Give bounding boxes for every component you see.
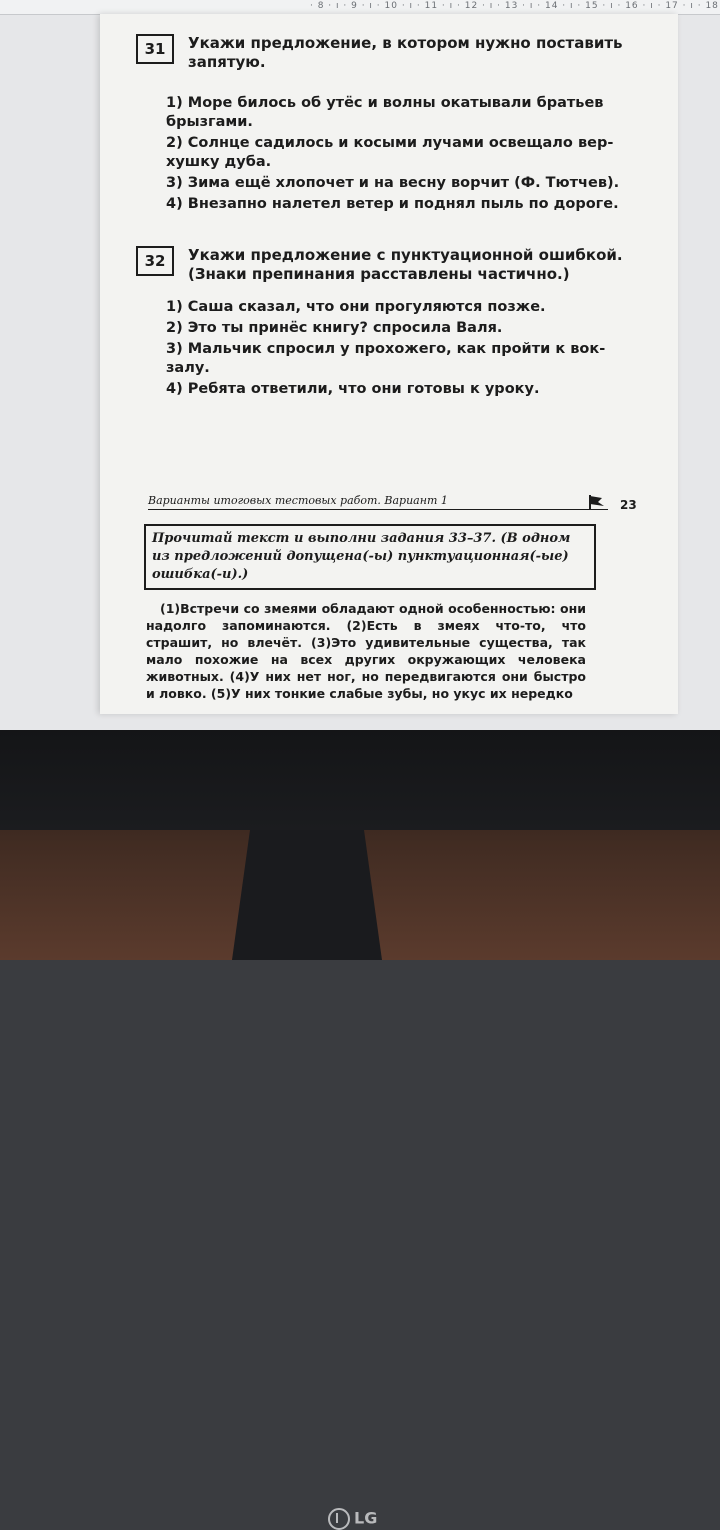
task-number: 31	[136, 34, 174, 64]
option-item: 1) Саша сказал, что они прогуляются позже.	[166, 299, 546, 315]
task-question: Укажи предложение, в котором нужно поставить запятую.	[188, 34, 623, 71]
reading-paragraph: (1)Встречи со змеями обладают одной особенностью: они надолго запоминаются. (2)Есть в змеях что-то, что страшит, но влечёт. (3)Это удивительные существа, так мало похожие на всех других окружающих человека животных. (4)У них нет ног, но передвигаются они быстро и ловко. (5)У них тонкие слабые зубы, но укус их нередко	[146, 601, 586, 701]
page-number: 23	[620, 498, 637, 512]
task-question: Укажи предложение с пунктуационной ошибкой. (Знаки препинания расставлены частично.)	[188, 246, 623, 283]
options-list	[166, 298, 646, 401]
flag-icon	[588, 494, 606, 510]
monitor-bezel	[0, 730, 720, 1528]
instruction-box: Прочитай текст и выполни задания 33–37. (В одном из предложений допущена(-ы) пунктуационная(-ые) ошибка(-и).)	[144, 524, 596, 590]
page-footer-title: Варианты итоговых тестовых работ. Вариант 1	[148, 494, 608, 510]
option-item: 4) Ребята ответили, что они готовы к уроку.	[166, 381, 540, 397]
option-item: 2) Солнце садилось и косыми лучами освещало вер- хушку дуба.	[166, 135, 614, 170]
ruler	[0, 0, 720, 15]
lg-logo-icon	[328, 1508, 350, 1530]
option-item: 4) Внезапно налетел ветер и поднял пыль по дороге.	[166, 196, 619, 212]
brand-text: LG	[354, 1508, 378, 1528]
options-list	[166, 94, 646, 216]
monitor-stand	[232, 830, 382, 960]
task-31	[136, 34, 656, 254]
option-item: 3) Мальчик спросил у прохожего, как пройти к вок- залу.	[166, 341, 606, 376]
option-item: 1) Море билось об утёс и волны окатывали братьев брызгами.	[166, 95, 604, 130]
option-item: 2) Это ты принёс книгу? спросила Валя.	[166, 320, 503, 336]
task-number: 32	[136, 246, 174, 276]
task-32	[136, 246, 656, 416]
ruler-ticks: · 8 · ı · 9 · ı · 10 · ı · 11 · ı · 12 · ı · 13 · ı · 14 · ı · 15 · ı · 16 · ı · 17 · ı · 18	[310, 1, 719, 11]
option-item: 3) Зима ещё хлопочет и на весну ворчит (Ф. Тютчев).	[166, 175, 620, 191]
monitor-screen	[0, 0, 720, 730]
reading-text	[146, 600, 586, 702]
monitor-logo	[328, 1508, 377, 1530]
document-page	[100, 14, 678, 714]
